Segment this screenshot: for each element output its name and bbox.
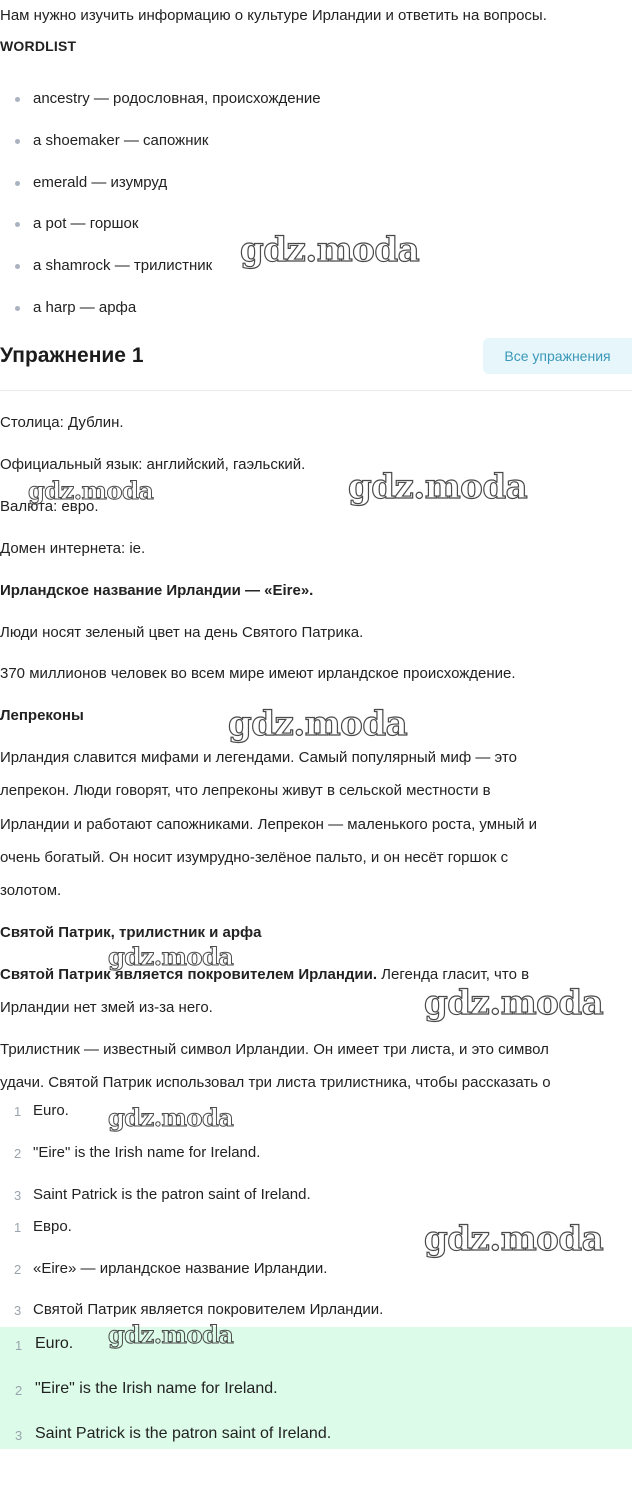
patrick-heading: Святой Патрик, трилистник и арфа xyxy=(0,924,262,941)
bullet-icon xyxy=(15,181,20,186)
ancestry-text: 370 миллионов человек во всем мире имеют ирландское происхождение. xyxy=(0,665,516,682)
intro-text: Нам нужно изучить информацию о культуре Ирландии и ответить на вопросы. xyxy=(0,7,547,24)
leprechauns-heading: Лепреконы xyxy=(0,707,84,724)
wordlist-title: WORDLIST xyxy=(0,38,77,54)
shamrock-line: Трилистник — известный символ Ирландии. Он имеет три листа, и это символ xyxy=(0,1041,549,1058)
watermark: gdz.moda xyxy=(240,230,420,270)
watermark: gdz.moda xyxy=(424,1219,604,1259)
bullet-icon xyxy=(15,139,20,144)
patrick-rest: Легенда гласит, что в xyxy=(377,966,530,983)
language-text: Официальный язык: английский, гаэльский. xyxy=(0,456,306,473)
exercise-title: Упражнение 1 xyxy=(0,344,144,367)
patrick-bold: Святой Патрик является покровителем Ирландии. xyxy=(0,966,378,983)
leprechauns-line: золотом. xyxy=(0,882,62,899)
irish-name-text: Ирландское название Ирландии — «Eire». xyxy=(0,582,314,599)
watermark: gdz.moda xyxy=(228,704,408,744)
shamrock-line: удачи. Святой Патрик использовал три листа трилистника, чтобы рассказать о xyxy=(0,1074,551,1091)
bullet-icon xyxy=(15,222,20,227)
leprechauns-line: Ирландия славится мифами и легендами. Самый популярный миф — это xyxy=(0,749,517,766)
watermark: gdz.moda xyxy=(108,942,234,971)
bullet-icon xyxy=(15,264,20,269)
watermark: gdz.moda xyxy=(28,476,154,505)
leprechauns-line: Ирландии и работают сапожниками. Лепрекон — маленького роста, умный и xyxy=(0,816,538,833)
currency-text: Валюта: евро. xyxy=(0,498,99,515)
leprechauns-line: очень богатый. Он носит изумрудно-зелёное пальто, и он несёт горшок с xyxy=(0,849,509,866)
domain-text: Домен интернета: ie. xyxy=(0,540,146,557)
divider xyxy=(0,390,632,391)
watermark: gdz.moda xyxy=(424,983,604,1023)
patrick-line xyxy=(0,965,529,985)
watermark: gdz.moda xyxy=(108,1320,234,1349)
bullet-icon xyxy=(15,97,20,102)
all-exercises-button[interactable]: Все упражнения xyxy=(483,338,632,374)
capital-text: Столица: Дублин. xyxy=(0,414,124,431)
green-text: Люди носят зеленый цвет на день Святого Патрика. xyxy=(0,624,364,641)
patrick-line-2: Ирландии нет змей из-за него. xyxy=(0,999,213,1016)
watermark: gdz.moda xyxy=(348,467,528,507)
bullet-icon xyxy=(15,306,20,311)
watermark: gdz.moda xyxy=(108,1103,234,1132)
leprechauns-line: лепрекон. Люди говорят, что лепреконы живут в сельской местности в xyxy=(0,782,491,799)
